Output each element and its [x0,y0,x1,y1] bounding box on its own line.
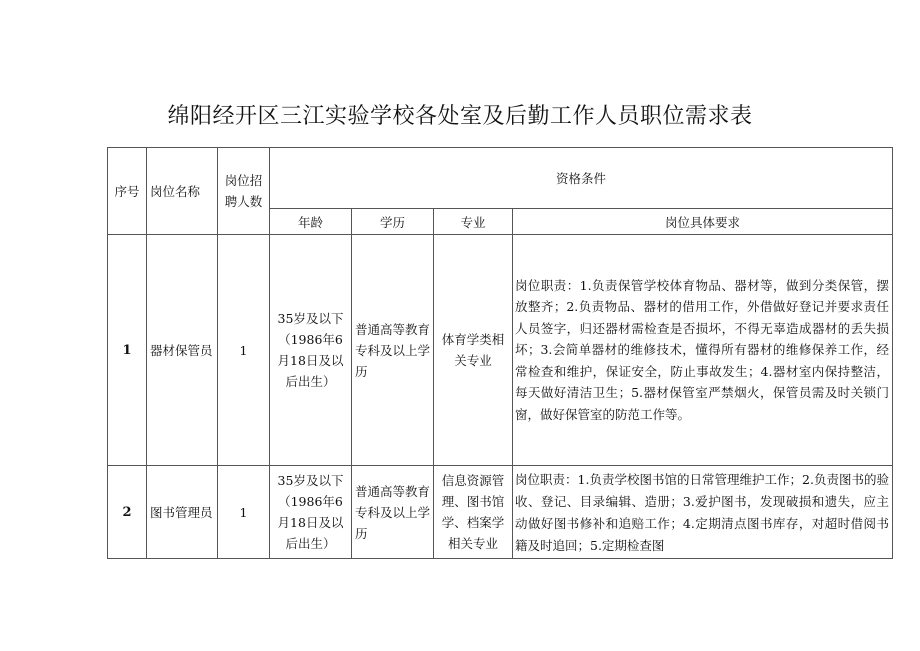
row-position: 图书管理员 [147,466,218,559]
header-age: 年龄 [270,209,352,235]
row-seq: 1 [108,235,147,466]
header-seq: 序号 [108,148,147,235]
row-education: 普通高等教育专科及以上学历 [352,235,434,466]
row-age: 35岁及以下（1986年6月18日及以后出生） [270,235,352,466]
row-age: 35岁及以下（1986年6月18日及以后出生） [270,466,352,559]
header-qualifications: 资格条件 [270,148,893,209]
header-major: 专业 [434,209,513,235]
row-major: 体育学类相关专业 [434,235,513,466]
row-count: 1 [218,235,270,466]
header-position: 岗位名称 [147,148,218,235]
row-requirements: 岗位职责：1.负责保管学校体育物品、器材等，做到分类保管，摆放整齐；2.负责物品、器材的借用工作，外借做好登记并要求责任人员签字，归还器材需检查是否损坏，不得无辜造成器材的丢失损坏；3.会简单器材的维修技术，懂得所有器材的维修保养工作，经常检查和维护，保证安全，防止事故发生；4.器材室内保持整洁，每天做好清洁卫生；5.器材保管室严禁烟火，保管员需及时关锁门窗，做好保管室的防范工作等。 [513,235,893,466]
header-row [108,148,893,209]
header-count: 岗位招聘人数 [218,148,270,235]
row-requirements: 岗位职责：1.负责学校图书馆的日常管理维护工作；2.负责图书的验收、登记、目录编辑、造册；3.爱护图书，发现破损和遗失，应主动做好图书修补和追赔工作；4.定期清点图书库存，对超时借阅书籍及时追回；5.定期检查图 [513,466,893,559]
header-education: 学历 [352,209,434,235]
table-row [108,466,893,559]
page-title: 绵阳经开区三江实验学校各处室及后勤工作人员职位需求表 [167,104,753,129]
row-major: 信息资源管理、图书馆学、档案学相关专业 [434,466,513,559]
row-count: 1 [218,466,270,559]
position-table [107,147,893,559]
row-seq: 2 [108,466,147,559]
row-education: 普通高等教育专科及以上学历 [352,466,434,559]
header-requirements: 岗位具体要求 [513,209,893,235]
table-row [108,235,893,466]
row-position: 器材保管员 [147,235,218,466]
